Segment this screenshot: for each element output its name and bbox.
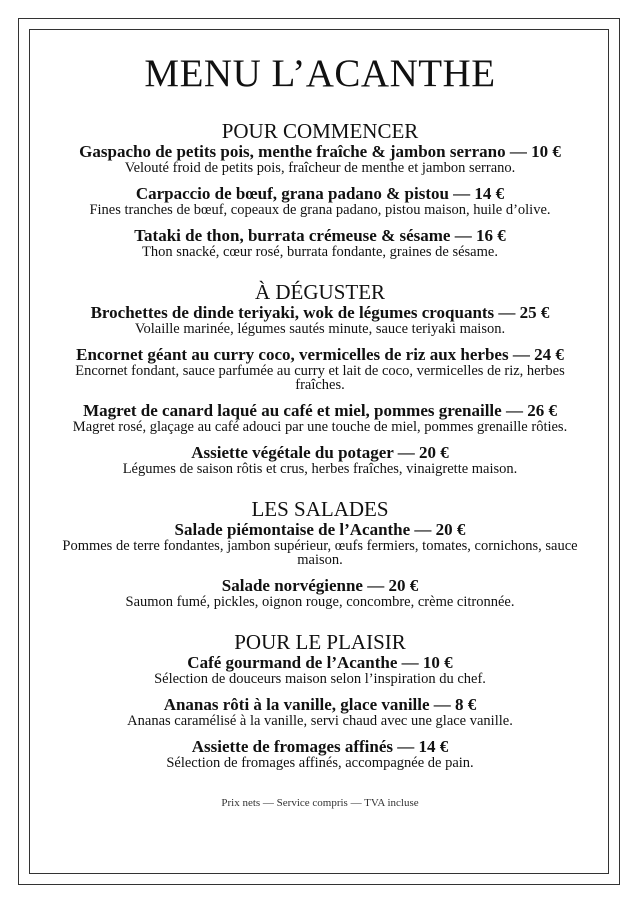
section-title: POUR COMMENCER — [221, 119, 419, 143]
menu-section — [50, 120, 590, 259]
menu-item — [50, 696, 590, 728]
menu-item — [50, 654, 590, 686]
dish-name: Ananas rôti à la vanille, glace vanille — 8 € — [163, 695, 477, 714]
menu-section — [50, 631, 590, 770]
dish-description: Saumon fumé, pickles, oignon rouge, concombre, crème citronnée. — [125, 594, 515, 610]
menu-section — [50, 498, 590, 609]
menu-content — [50, 52, 590, 810]
dish-description: Velouté froid de petits pois, fraîcheur de menthe et jambon serrano. — [124, 160, 516, 176]
menu-item — [50, 227, 590, 259]
section-title: LES SALADES — [251, 497, 389, 521]
dish-name: Salade piémontaise de l’Acanthe — 20 € — [174, 520, 466, 539]
section-title: À DÉGUSTER — [254, 280, 386, 304]
dish-description: Magret rosé, glaçage au café adouci par une touche de miel, pommes grenaille rôties. — [72, 419, 568, 435]
menu-item — [50, 444, 590, 476]
menu-item — [50, 304, 590, 336]
dish-name: Carpaccio de bœuf, grana padano & pistou — 14 € — [135, 184, 505, 203]
dish-description: Pommes de terre fondantes, jambon supérieur, œufs fermiers, tomates, cornichons, sauce maison. — [62, 538, 578, 568]
menu-item — [50, 738, 590, 770]
dish-description: Volaille marinée, légumes sautés minute, sauce teriyaki maison. — [134, 321, 506, 337]
dish-name: Café gourmand de l’Acanthe — 10 € — [187, 653, 453, 672]
menu-item — [50, 577, 590, 609]
menu-section — [50, 281, 590, 476]
menu-item — [50, 346, 590, 392]
dish-description: Fines tranches de bœuf, copeaux de grana padano, pistou maison, huile d’olive. — [89, 202, 551, 218]
dish-description: Légumes de saison rôtis et crus, herbes fraîches, vinaigrette maison. — [122, 461, 518, 477]
section-title: POUR LE PLAISIR — [234, 630, 406, 654]
menu-item — [50, 185, 590, 217]
menu-item — [50, 143, 590, 175]
dish-name: Assiette de fromages affinés — 14 € — [191, 737, 449, 756]
menu-item — [50, 521, 590, 567]
dish-name: Brochettes de dinde teriyaki, wok de légumes croquants — 25 € — [90, 303, 550, 322]
dish-description: Sélection de fromages affinés, accompagnée de pain. — [166, 755, 474, 771]
dish-name: Salade norvégienne — 20 € — [221, 576, 419, 595]
dish-name: Magret de canard laqué au café et miel, pommes grenaille — 26 € — [83, 401, 557, 420]
dish-name: Gaspacho de petits pois, menthe fraîche & jambon serrano — 10 € — [79, 142, 561, 161]
menu-item — [50, 402, 590, 434]
dish-description: Encornet fondant, sauce parfumée au curry et lait de coco, vermicelles de riz, herbes fraîches. — [75, 363, 565, 393]
dish-name: Tataki de thon, burrata crémeuse & sésame — 16 € — [134, 226, 506, 245]
dish-description: Ananas caramélisé à la vanille, servi chaud avec une glace vanille. — [127, 713, 513, 729]
dish-name: Assiette végétale du potager — 20 € — [191, 443, 449, 462]
dish-name: Encornet géant au curry coco, vermicelles de riz aux herbes — 24 € — [76, 345, 564, 364]
menu-footer: Prix nets — Service compris — TVA incluse — [221, 797, 419, 809]
dish-description: Sélection de douceurs maison selon l’inspiration du chef. — [154, 671, 486, 687]
dish-description: Thon snacké, cœur rosé, burrata fondante, graines de sésame. — [142, 244, 498, 260]
menu-title: MENU L’ACANTHE — [144, 52, 496, 95]
